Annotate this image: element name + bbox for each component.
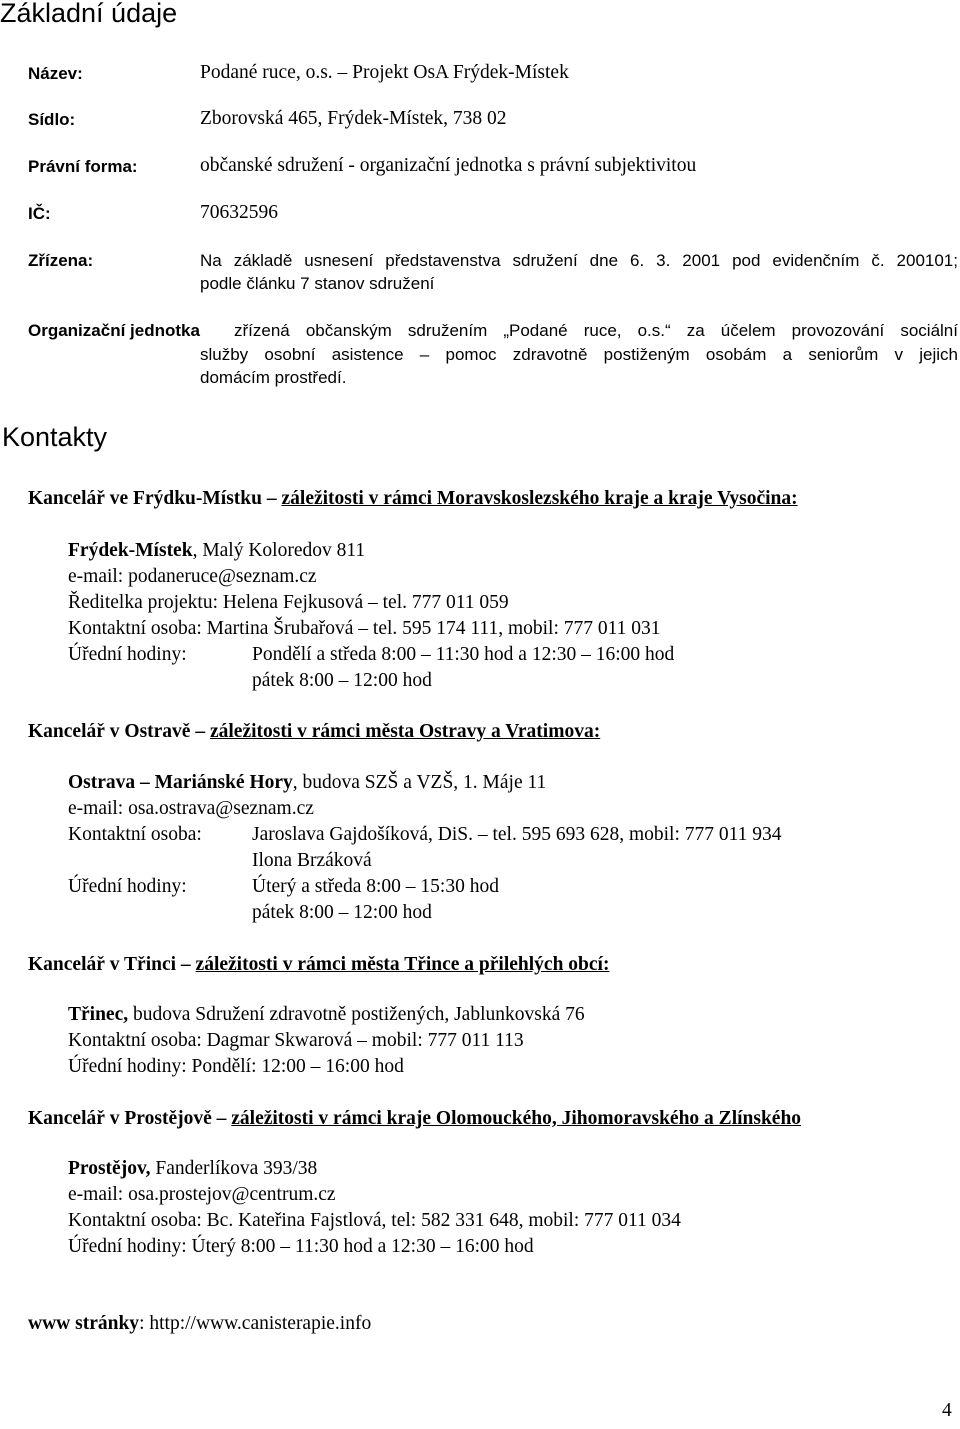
office-prostejov-contact: Kontaktní osoba: Bc. Kateřina Fajstlová, tel: 582 331 648, mobil: 777 011 034 <box>68 1210 681 1231</box>
zrizena-label <box>28 251 93 271</box>
zrizena-label-text: Zřízena: <box>28 251 94 270</box>
office-prostejov-title-dash: – <box>216 1108 227 1129</box>
office-ostrava-hours-label: Úřední hodiny: <box>68 876 187 897</box>
sidlo-value: Zborovská 465, Frýdek-Místek, 738 02 <box>200 108 507 129</box>
office-trinec-address <box>68 1004 585 1026</box>
office-fm-hours-1: Pondělí a středa 8:00 – 11:30 hod a 12:30 – 16:00 hod <box>252 644 675 665</box>
office-trinec-title-dash: – <box>180 954 191 975</box>
office-ostrava-hours-2: pátek 8:00 – 12:00 hod <box>252 902 432 923</box>
office-ostrava-hours-1: Úterý a středa 8:00 – 15:30 hod <box>252 876 499 897</box>
contacts-heading: Kontakty <box>2 422 108 452</box>
office-fm-email: e-mail: podaneruce@seznam.cz <box>68 566 317 587</box>
ic-label: IČ: <box>28 204 51 223</box>
office-fm-street: , Malý Koloredov 811 <box>192 540 366 561</box>
office-trinec-place: Třinec, <box>68 1004 129 1025</box>
office-fm-director: Ředitelka projektu: Helena Fejkusová – tel. 777 011 059 <box>68 592 509 613</box>
website-label: www stránky <box>28 1313 140 1334</box>
office-fm-title-b: záležitosti v rámci Moravskoslezského kraje a kraje Vysočina: <box>281 488 798 509</box>
office-trinec-title <box>28 954 609 976</box>
zrizena-line-1: Na základě usnesení představenstva sdružení dne 6. 3. 2001 pod evidenčním č. 200101; <box>200 251 958 270</box>
office-fm-title-dash: – <box>266 488 277 509</box>
forma-label: Právní forma: <box>28 157 138 176</box>
office-ostrava-title-a: Kancelář v Ostravě <box>28 721 191 742</box>
office-trinec-hours: Úřední hodiny: Pondělí: 12:00 – 16:00 hod <box>68 1056 404 1077</box>
office-ostrava-title <box>28 721 600 743</box>
office-ostrava-contact-label: Kontaktní osoba: <box>68 824 202 845</box>
office-ostrava-email: e-mail: osa.ostrava@seznam.cz <box>68 798 314 819</box>
office-fm-contact: Kontaktní osoba: Martina Šrubařová – tel. 595 174 111, mobil: 777 011 031 <box>68 618 661 639</box>
office-ostrava-address <box>68 772 546 794</box>
office-prostejov-hours: Úřední hodiny: Úterý 8:00 – 11:30 hod a 12:30 – 16:00 hod <box>68 1236 534 1257</box>
forma-value: občanské sdružení - organizační jednotka s právní subjektivitou <box>200 155 697 176</box>
office-ostrava-place: Ostrava – Mariánské Hory <box>68 772 293 793</box>
zrizena-line-2: podle článku 7 stanov sdružení <box>200 274 435 293</box>
office-prostejov-email: e-mail: osa.prostejov@centrum.cz <box>68 1184 336 1205</box>
nazev-value: Podané ruce, o.s. – Projekt OsA Frýdek-Místek <box>200 62 569 83</box>
sidlo-label: Sídlo: <box>28 110 76 129</box>
org-line-1: zřízená občanským sdružením „Podané ruce, o.s.“ za účelem provozování sociální <box>234 321 958 340</box>
office-ostrava-contact-1: Jaroslava Gajdošíková, DiS. – tel. 595 693 628, mobil: 777 011 934 <box>252 824 782 845</box>
office-trinec-title-b: záležitosti v rámci města Třince a přilehlých obcí: <box>195 954 610 975</box>
office-fm-title <box>28 488 798 510</box>
office-fm-title-a: Kancelář ve Frýdku-Místku <box>28 488 262 509</box>
office-prostejov-place: Prostějov, <box>68 1158 151 1179</box>
office-prostejov-street: Fanderlíkova 393/38 <box>150 1158 318 1179</box>
org-line-2: služby osobní asistence – pomoc zdravotně postiženým osobám a seniorům v jejich <box>200 345 958 364</box>
office-fm-hours-2: pátek 8:00 – 12:00 hod <box>252 670 432 691</box>
office-trinec-contact: Kontaktní osoba: Dagmar Skwarová – mobil: 777 011 113 <box>68 1030 524 1051</box>
office-prostejov-address <box>68 1158 317 1180</box>
office-ostrava-title-b: záležitosti v rámci města Ostravy a Vratimova: <box>209 721 601 742</box>
office-fm-address <box>68 540 365 562</box>
office-fm-place: Frýdek-Místek <box>68 540 193 561</box>
office-fm-hours-label: Úřední hodiny: <box>68 644 187 665</box>
office-prostejov-title <box>28 1108 801 1130</box>
page-title: Základní údaje <box>0 0 178 28</box>
office-prostejov-title-b: záležitosti v rámci kraje Olomouckého, Jihomoravského a Zlínského <box>231 1108 802 1129</box>
office-ostrava-street: , budova SZŠ a VZŠ, 1. Máje 11 <box>292 772 547 793</box>
office-trinec-title-a: Kancelář v Třinci <box>28 954 177 975</box>
org-label: Organizační jednotka <box>28 321 200 340</box>
office-ostrava-title-dash: – <box>195 721 206 742</box>
office-prostejov-title-a: Kancelář v Prostějově <box>28 1108 212 1129</box>
nazev-label: Název: <box>28 64 83 83</box>
ic-value: 70632596 <box>200 202 278 223</box>
website-url[interactable]: : http://www.canisterapie.info <box>139 1313 372 1334</box>
page-number: 4 <box>942 1400 952 1421</box>
website-line <box>28 1313 371 1335</box>
office-trinec-street: budova Sdružení zdravotně postižených, Jablunkovská 76 <box>128 1004 585 1025</box>
org-line-3: domácím prostředí. <box>200 368 347 387</box>
office-ostrava-contact-2: Ilona Brzáková <box>252 850 372 871</box>
